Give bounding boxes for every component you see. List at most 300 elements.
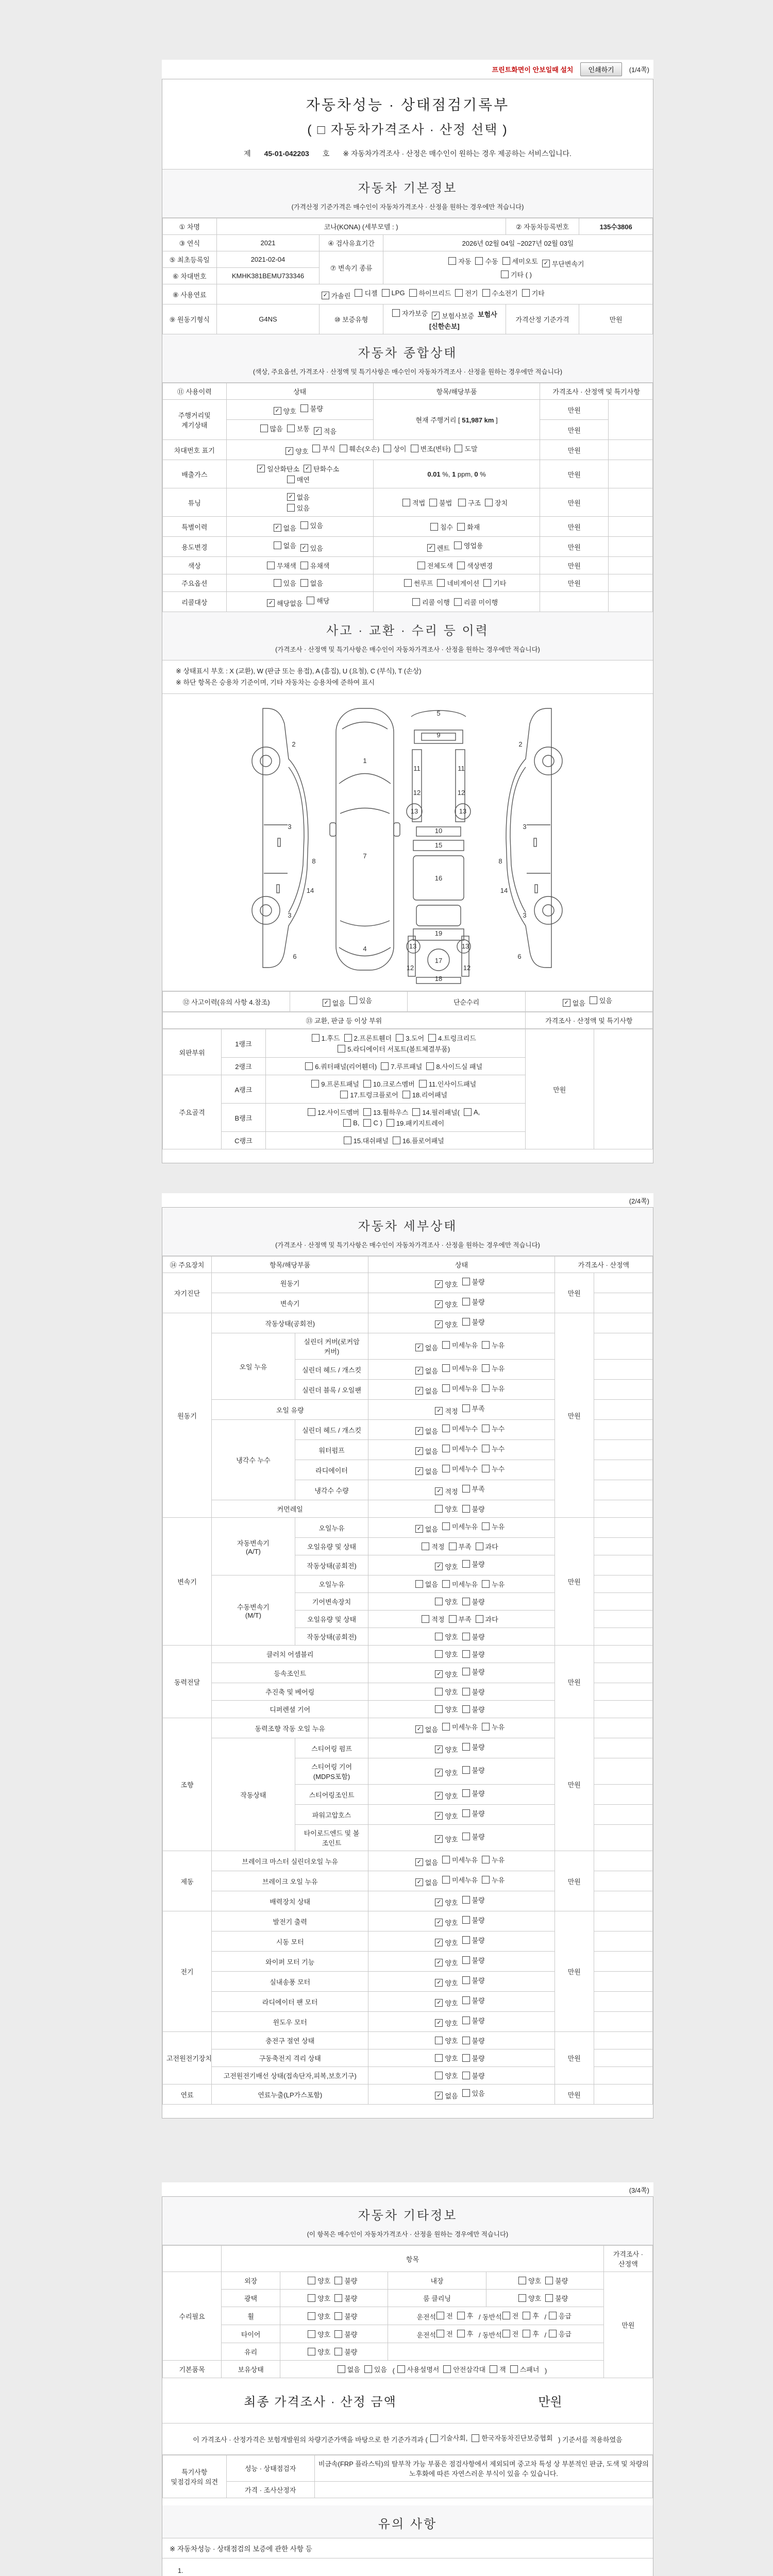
- checkbox-icon[interactable]: [419, 1080, 427, 1088]
- checkbox-icon[interactable]: [300, 562, 308, 569]
- checkbox[interactable]: [334, 2329, 357, 2339]
- checkbox[interactable]: [257, 464, 299, 473]
- checkbox-icon[interactable]: [457, 523, 465, 531]
- checkbox[interactable]: [462, 1808, 485, 1818]
- checkbox[interactable]: [415, 1877, 438, 1887]
- checkbox[interactable]: [312, 1033, 340, 1043]
- checkbox-icon[interactable]: [307, 597, 314, 604]
- checkbox-icon[interactable]: [472, 2434, 479, 2442]
- checkbox-checked-icon[interactable]: ✓: [415, 1344, 423, 1351]
- checkbox[interactable]: [482, 1423, 505, 1433]
- checkbox[interactable]: [274, 406, 296, 416]
- checkbox-checked-icon[interactable]: ✓: [415, 1447, 423, 1455]
- checkbox-icon[interactable]: [436, 2330, 444, 2337]
- checkbox[interactable]: [442, 1423, 478, 1433]
- checkbox-icon[interactable]: [363, 1119, 371, 1127]
- checkbox-icon[interactable]: [305, 1062, 313, 1070]
- checkbox-icon[interactable]: [334, 2312, 342, 2320]
- checkbox-icon[interactable]: [300, 579, 308, 587]
- checkbox[interactable]: [311, 1079, 359, 1089]
- checkbox-icon[interactable]: [476, 1615, 483, 1623]
- checkbox[interactable]: [355, 288, 377, 298]
- checkbox-icon[interactable]: [435, 1688, 443, 1696]
- checkbox-icon[interactable]: [334, 2294, 342, 2302]
- checkbox[interactable]: [510, 2364, 540, 2374]
- checkbox[interactable]: [435, 1918, 458, 1927]
- checkbox[interactable]: [457, 522, 480, 532]
- checkbox-icon[interactable]: [363, 1108, 371, 1116]
- checkbox-icon[interactable]: [462, 1688, 470, 1696]
- checkbox-icon[interactable]: [442, 1364, 450, 1372]
- checkbox[interactable]: [501, 269, 532, 279]
- checkbox-checked-icon[interactable]: ✓: [285, 447, 293, 455]
- checkbox-icon[interactable]: [482, 1876, 490, 1884]
- checkbox-icon[interactable]: [462, 1485, 470, 1493]
- checkbox-icon[interactable]: [435, 2037, 443, 2044]
- checkbox[interactable]: [457, 2329, 474, 2338]
- checkbox-checked-icon[interactable]: ✓: [304, 465, 311, 472]
- checkbox[interactable]: [404, 578, 433, 588]
- checkbox[interactable]: [364, 2364, 387, 2374]
- checkbox-icon[interactable]: [454, 541, 462, 549]
- checkbox-icon[interactable]: [267, 562, 275, 569]
- checkbox-icon[interactable]: [482, 1723, 490, 1731]
- checkbox-icon[interactable]: [462, 1936, 470, 1944]
- checkbox[interactable]: [300, 403, 323, 413]
- checkbox-checked-icon[interactable]: ✓: [435, 1320, 443, 1328]
- checkbox[interactable]: [415, 1386, 438, 1396]
- checkbox[interactable]: [435, 1744, 458, 1754]
- checkbox[interactable]: [415, 1446, 438, 1456]
- checkbox-icon[interactable]: [287, 504, 295, 512]
- checkbox[interactable]: [482, 1521, 505, 1531]
- checkbox-icon[interactable]: [462, 1650, 470, 1658]
- checkbox[interactable]: [308, 2311, 330, 2321]
- checkbox[interactable]: [435, 1279, 458, 1289]
- checkbox-icon[interactable]: [482, 1341, 490, 1349]
- checkbox[interactable]: [435, 2036, 458, 2045]
- checkbox-icon[interactable]: [338, 2365, 345, 2373]
- checkbox-icon[interactable]: [308, 2312, 315, 2320]
- checkbox-checked-icon[interactable]: ✓: [435, 1769, 443, 1776]
- checkbox[interactable]: [344, 1136, 389, 1145]
- checkbox-icon[interactable]: [422, 1615, 429, 1623]
- checkbox-icon[interactable]: [404, 579, 412, 587]
- checkbox[interactable]: [429, 498, 452, 507]
- checkbox-checked-icon[interactable]: ✓: [274, 524, 281, 532]
- checkbox-icon[interactable]: [462, 1633, 470, 1640]
- checkbox-checked-icon[interactable]: ✓: [435, 1487, 443, 1495]
- checkbox[interactable]: [435, 1834, 458, 1844]
- checkbox-checked-icon[interactable]: ✓: [322, 292, 329, 299]
- checkbox-icon[interactable]: [462, 2089, 470, 2097]
- checkbox[interactable]: [462, 2036, 485, 2045]
- checkbox[interactable]: [435, 1486, 458, 1496]
- checkbox[interactable]: [545, 2293, 568, 2303]
- checkbox-icon[interactable]: [308, 1108, 315, 1116]
- checkbox[interactable]: [442, 1521, 478, 1531]
- checkbox[interactable]: [482, 1579, 505, 1589]
- checkbox[interactable]: [435, 2018, 458, 2028]
- checkbox[interactable]: [435, 1704, 458, 1714]
- checkbox-icon[interactable]: [462, 2072, 470, 2079]
- checkbox-icon[interactable]: [344, 1137, 351, 1144]
- checkbox[interactable]: [287, 423, 310, 433]
- checkbox[interactable]: [435, 1319, 458, 1329]
- checkbox[interactable]: [308, 2276, 330, 2285]
- checkbox-icon[interactable]: [442, 1341, 450, 1349]
- checkbox-icon[interactable]: [442, 1856, 450, 1863]
- checkbox[interactable]: [338, 1044, 450, 1054]
- checkbox[interactable]: [542, 259, 584, 268]
- checkbox-icon[interactable]: [381, 1062, 389, 1070]
- checkbox[interactable]: [397, 2364, 440, 2374]
- checkbox[interactable]: [435, 1597, 458, 1606]
- checkbox-icon[interactable]: [502, 2312, 510, 2319]
- checkbox[interactable]: [522, 288, 545, 298]
- checkbox[interactable]: [382, 289, 405, 297]
- checkbox-icon[interactable]: [455, 289, 463, 297]
- checkbox[interactable]: [443, 2364, 485, 2374]
- checkbox-icon[interactable]: [308, 2294, 315, 2302]
- checkbox[interactable]: [322, 291, 351, 300]
- checkbox-icon[interactable]: [340, 1091, 348, 1098]
- checkbox-icon[interactable]: [462, 1505, 470, 1513]
- checkbox-icon[interactable]: [442, 1384, 450, 1392]
- checkbox-icon[interactable]: [462, 2054, 470, 2062]
- checkbox[interactable]: [462, 2088, 485, 2098]
- checkbox-icon[interactable]: [402, 499, 410, 506]
- checkbox-icon[interactable]: [482, 1364, 490, 1372]
- checkbox-icon[interactable]: [363, 1080, 371, 1088]
- checkbox[interactable]: [449, 1614, 472, 1624]
- checkbox[interactable]: [482, 1363, 505, 1373]
- checkbox-icon[interactable]: [334, 2277, 342, 2284]
- checkbox[interactable]: [502, 256, 538, 266]
- checkbox-icon[interactable]: [462, 1298, 470, 1306]
- checkbox-icon[interactable]: [435, 2072, 443, 2079]
- checkbox-icon[interactable]: [501, 270, 509, 278]
- checkbox[interactable]: [393, 1136, 444, 1145]
- checkbox-icon[interactable]: [409, 289, 417, 297]
- checkbox-icon[interactable]: [393, 1137, 400, 1144]
- checkbox[interactable]: [363, 1079, 415, 1089]
- checkbox[interactable]: [442, 1363, 478, 1373]
- checkbox-icon[interactable]: [462, 1278, 470, 1285]
- checkbox[interactable]: [334, 2347, 357, 2357]
- checkbox[interactable]: [462, 1895, 485, 1905]
- checkbox[interactable]: [563, 998, 585, 1008]
- checkbox-checked-icon[interactable]: ✓: [435, 2092, 443, 2099]
- checkbox[interactable]: [334, 2311, 357, 2321]
- checkbox[interactable]: [454, 540, 483, 550]
- checkbox-checked-icon[interactable]: ✓: [415, 1525, 423, 1533]
- checkbox[interactable]: [344, 1033, 392, 1043]
- checkbox[interactable]: [415, 1426, 438, 1436]
- checkbox[interactable]: [383, 444, 406, 453]
- checkbox[interactable]: [476, 1614, 498, 1624]
- checkbox-icon[interactable]: [311, 1080, 319, 1088]
- checkbox-icon[interactable]: [442, 1522, 450, 1530]
- checkbox[interactable]: [442, 1875, 478, 1885]
- checkbox-icon[interactable]: [462, 1318, 470, 1326]
- checkbox[interactable]: [436, 2311, 453, 2320]
- checkbox-icon[interactable]: [344, 1034, 352, 1042]
- checkbox-checked-icon[interactable]: ✓: [435, 1999, 443, 2007]
- checkbox[interactable]: [287, 503, 310, 513]
- checkbox-icon[interactable]: [462, 1668, 470, 1675]
- checkbox[interactable]: [458, 498, 481, 507]
- checkbox[interactable]: [462, 1975, 485, 1985]
- checkbox[interactable]: [462, 1687, 485, 1697]
- checkbox-icon[interactable]: [455, 445, 462, 452]
- checkbox[interactable]: [432, 311, 474, 320]
- checkbox[interactable]: [457, 561, 493, 570]
- checkbox-icon[interactable]: [412, 1108, 420, 1116]
- checkbox[interactable]: [455, 288, 478, 298]
- checkbox-icon[interactable]: [482, 1856, 490, 1863]
- checkbox[interactable]: [267, 561, 296, 570]
- checkbox-icon[interactable]: [383, 445, 391, 452]
- checkbox-icon[interactable]: [435, 2054, 443, 2062]
- checkbox-icon[interactable]: [482, 1465, 490, 1472]
- checkbox-icon[interactable]: [442, 1445, 450, 1452]
- checkbox-icon[interactable]: [545, 2294, 553, 2302]
- checkbox-checked-icon[interactable]: ✓: [323, 999, 330, 1007]
- checkbox-checked-icon[interactable]: ✓: [435, 2019, 443, 2027]
- checkbox-checked-icon[interactable]: ✓: [563, 999, 570, 1007]
- checkbox-icon[interactable]: [462, 1956, 470, 1964]
- checkbox-icon[interactable]: [457, 2330, 465, 2337]
- checkbox[interactable]: [435, 1632, 458, 1641]
- checkbox[interactable]: [340, 444, 380, 453]
- checkbox[interactable]: [482, 1855, 505, 1865]
- checkbox-icon[interactable]: [482, 1445, 490, 1452]
- checkbox[interactable]: [455, 444, 477, 453]
- checkbox-icon[interactable]: [392, 309, 400, 317]
- checkbox[interactable]: [426, 1061, 482, 1071]
- checkbox[interactable]: [518, 2276, 541, 2285]
- checkbox[interactable]: [462, 1935, 485, 1945]
- checkbox-icon[interactable]: [442, 1465, 450, 1472]
- checkbox-icon[interactable]: [462, 1809, 470, 1817]
- checkbox-checked-icon[interactable]: ✓: [427, 544, 435, 552]
- checkbox[interactable]: [415, 1466, 438, 1476]
- checkbox[interactable]: [411, 444, 451, 453]
- checkbox-icon[interactable]: [523, 2312, 530, 2319]
- checkbox[interactable]: [422, 1541, 444, 1551]
- checkbox-icon[interactable]: [449, 1615, 457, 1623]
- checkbox-icon[interactable]: [482, 1580, 490, 1588]
- checkbox[interactable]: [462, 1955, 485, 1965]
- checkbox[interactable]: [462, 1597, 485, 1606]
- checkbox[interactable]: [462, 1632, 485, 1641]
- checkbox[interactable]: [462, 1484, 485, 1494]
- checkbox-icon[interactable]: [462, 1743, 470, 1751]
- checkbox[interactable]: [396, 1033, 424, 1043]
- checkbox[interactable]: [334, 2276, 357, 2285]
- checkbox[interactable]: [490, 2364, 506, 2374]
- checkbox-icon[interactable]: [475, 257, 483, 265]
- checkbox[interactable]: [435, 1406, 458, 1416]
- checkbox-icon[interactable]: [442, 1876, 450, 1884]
- checkbox[interactable]: [475, 256, 498, 266]
- checkbox[interactable]: [545, 2276, 568, 2285]
- checkbox[interactable]: [502, 2329, 519, 2338]
- checkbox[interactable]: [308, 1107, 359, 1117]
- checkbox-checked-icon[interactable]: ✓: [257, 465, 265, 472]
- checkbox-checked-icon[interactable]: ✓: [287, 493, 295, 501]
- checkbox[interactable]: [483, 578, 506, 588]
- checkbox[interactable]: [323, 998, 345, 1008]
- checkbox-icon[interactable]: [462, 1916, 470, 1924]
- checkbox-icon[interactable]: [462, 1789, 470, 1797]
- checkbox-icon[interactable]: [523, 2330, 530, 2337]
- checkbox-icon[interactable]: [502, 2330, 510, 2337]
- checkbox[interactable]: [430, 2432, 468, 2444]
- checkbox-icon[interactable]: [442, 1723, 450, 1731]
- checkbox-icon[interactable]: [287, 425, 295, 432]
- checkbox-icon[interactable]: [464, 1108, 472, 1116]
- checkbox[interactable]: [274, 540, 296, 550]
- checkbox-icon[interactable]: [518, 2294, 526, 2302]
- checkbox[interactable]: [435, 1687, 458, 1697]
- checkbox[interactable]: [285, 446, 308, 456]
- checkbox[interactable]: [482, 1340, 505, 1350]
- checkbox-icon[interactable]: [482, 1522, 490, 1530]
- checkbox[interactable]: [462, 1559, 485, 1569]
- checkbox[interactable]: [482, 1875, 505, 1885]
- checkbox-icon[interactable]: [308, 2330, 315, 2338]
- checkbox-icon[interactable]: [349, 996, 357, 1004]
- checkbox-icon[interactable]: [454, 598, 462, 606]
- checkbox[interactable]: [435, 2091, 458, 2100]
- checkbox-icon[interactable]: [549, 2312, 557, 2319]
- checkbox[interactable]: [462, 1667, 485, 1676]
- checkbox[interactable]: [435, 1998, 458, 2008]
- checkbox-icon[interactable]: [436, 2312, 444, 2319]
- checkbox-icon[interactable]: [396, 1034, 404, 1042]
- checkbox[interactable]: [415, 1724, 438, 1734]
- checkbox-icon[interactable]: [462, 1705, 470, 1713]
- checkbox[interactable]: [435, 2071, 458, 2080]
- checkbox[interactable]: [454, 597, 498, 607]
- checkbox-checked-icon[interactable]: ✓: [435, 1939, 443, 1946]
- checkbox[interactable]: [442, 1444, 478, 1453]
- checkbox[interactable]: [427, 543, 450, 553]
- checkbox[interactable]: [392, 308, 428, 318]
- checkbox-icon[interactable]: [435, 1633, 443, 1640]
- checkbox[interactable]: [502, 2311, 519, 2320]
- checkbox[interactable]: [300, 543, 323, 553]
- checkbox-checked-icon[interactable]: ✓: [435, 1959, 443, 1967]
- checkbox[interactable]: [482, 1444, 505, 1453]
- checkbox[interactable]: [464, 1108, 480, 1116]
- checkbox-checked-icon[interactable]: ✓: [314, 427, 322, 435]
- checkbox[interactable]: [334, 2293, 357, 2303]
- checkbox[interactable]: [415, 1857, 438, 1867]
- checkbox[interactable]: [415, 1366, 438, 1376]
- checkbox-icon[interactable]: [435, 1505, 443, 1513]
- checkbox[interactable]: [386, 1118, 444, 1128]
- checkbox-icon[interactable]: [462, 1560, 470, 1568]
- checkbox-icon[interactable]: [458, 499, 466, 506]
- checkbox-checked-icon[interactable]: ✓: [435, 1670, 443, 1678]
- checkbox-icon[interactable]: [382, 289, 390, 297]
- checkbox[interactable]: [462, 1403, 485, 1413]
- checkbox-icon[interactable]: [422, 1543, 429, 1550]
- checkbox-icon[interactable]: [340, 445, 347, 452]
- checkbox[interactable]: [462, 1995, 485, 2005]
- checkbox[interactable]: [349, 995, 372, 1005]
- checkbox-checked-icon[interactable]: ✓: [435, 1899, 443, 1906]
- checkbox[interactable]: [412, 1107, 460, 1117]
- checkbox[interactable]: [435, 1562, 458, 1571]
- checkbox[interactable]: [442, 1579, 478, 1589]
- checkbox-icon[interactable]: [502, 257, 510, 265]
- checkbox-icon[interactable]: [490, 2365, 497, 2373]
- checkbox-icon[interactable]: [482, 289, 490, 297]
- checkbox-checked-icon[interactable]: ✓: [415, 1858, 423, 1866]
- checkbox[interactable]: [274, 578, 296, 588]
- checkbox[interactable]: [462, 2071, 485, 2080]
- checkbox[interactable]: [412, 597, 450, 607]
- checkbox-icon[interactable]: [386, 1119, 394, 1127]
- checkbox-icon[interactable]: [426, 1062, 434, 1070]
- checkbox-checked-icon[interactable]: ✓: [415, 1387, 423, 1395]
- checkbox-icon[interactable]: [435, 1705, 443, 1713]
- checkbox-icon[interactable]: [355, 289, 362, 297]
- checkbox[interactable]: [523, 2311, 539, 2320]
- checkbox[interactable]: [435, 1811, 458, 1821]
- checkbox[interactable]: [363, 1119, 382, 1127]
- checkbox-icon[interactable]: [338, 1045, 345, 1053]
- checkbox-icon[interactable]: [308, 2348, 315, 2355]
- checkbox[interactable]: [448, 256, 471, 266]
- checkbox[interactable]: [462, 1832, 485, 1841]
- checkbox[interactable]: [482, 288, 518, 298]
- checkbox-icon[interactable]: [411, 445, 418, 452]
- checkbox[interactable]: [449, 1541, 472, 1551]
- checkbox[interactable]: [437, 578, 479, 588]
- checkbox-icon[interactable]: [549, 2330, 557, 2337]
- checkbox[interactable]: [415, 1579, 438, 1589]
- checkbox-icon[interactable]: [462, 1404, 470, 1412]
- checkbox[interactable]: [462, 1742, 485, 1752]
- checkbox[interactable]: [304, 464, 339, 473]
- checkbox-icon[interactable]: [429, 499, 437, 506]
- checkbox-checked-icon[interactable]: ✓: [435, 1563, 443, 1570]
- checkbox-icon[interactable]: [397, 2365, 405, 2373]
- checkbox[interactable]: [402, 1090, 447, 1099]
- checkbox-icon[interactable]: [518, 2277, 526, 2284]
- checkbox[interactable]: [435, 1669, 458, 1679]
- checkbox[interactable]: [482, 1722, 505, 1732]
- checkbox-icon[interactable]: [274, 541, 281, 549]
- checkbox[interactable]: [305, 1061, 377, 1071]
- checkbox-icon[interactable]: [482, 1384, 490, 1392]
- checkbox-icon[interactable]: [435, 1650, 443, 1658]
- checkbox[interactable]: [435, 1897, 458, 1907]
- checkbox[interactable]: [428, 1033, 476, 1043]
- checkbox[interactable]: [462, 1915, 485, 1925]
- checkbox-icon[interactable]: [260, 425, 268, 432]
- checkbox[interactable]: [482, 1383, 505, 1393]
- checkbox-icon[interactable]: [448, 257, 456, 265]
- checkbox-icon[interactable]: [312, 445, 320, 452]
- checkbox-icon[interactable]: [485, 499, 493, 506]
- checkbox[interactable]: [300, 578, 323, 588]
